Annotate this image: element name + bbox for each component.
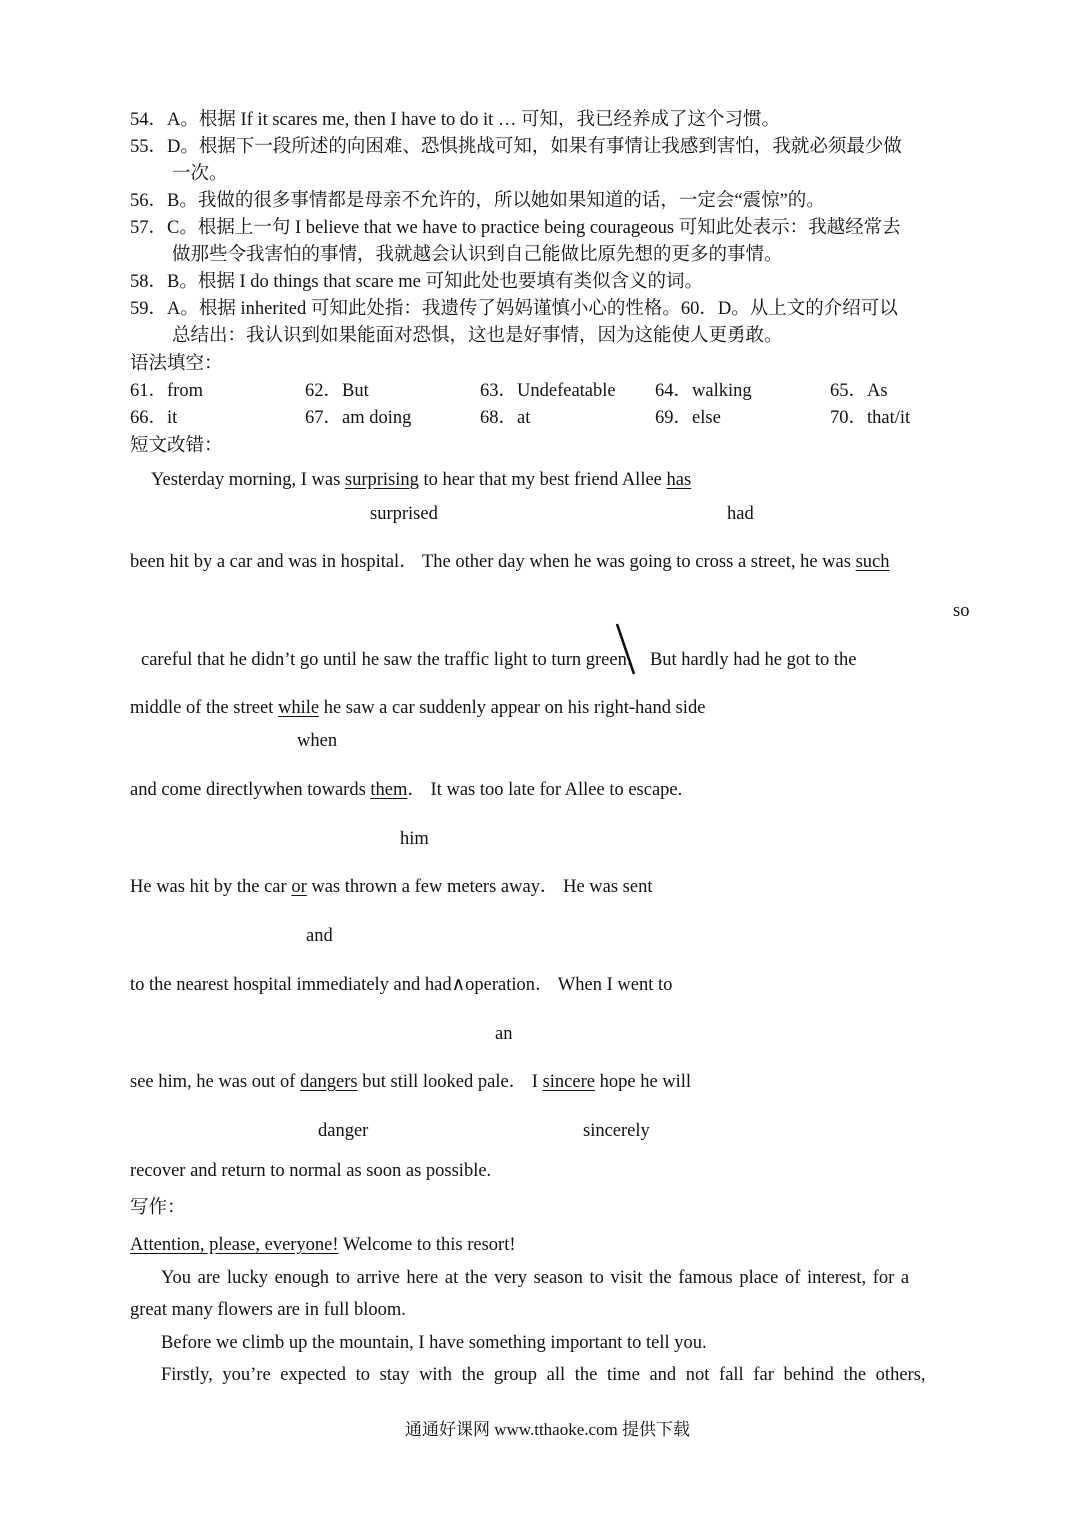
- answer-number: 56．: [130, 191, 168, 211]
- item-answer: am doing: [342, 408, 412, 428]
- answer-text: D。根据下一段所述的向困难、恐惧挑战可知，如果有事情让我感到害怕，我就必须最少做: [167, 137, 902, 157]
- error-word: while: [277, 698, 320, 718]
- item-number: 67．: [305, 408, 343, 428]
- correction-line-4: [130, 699, 705, 718]
- item-number: 66．: [130, 408, 168, 428]
- writing-paragraph-1-cont: great many flowers are in full bloom.: [130, 1300, 406, 1320]
- passage-text: ． It was too late for Allee to escape.: [407, 780, 683, 800]
- error-word: surprising: [344, 470, 419, 490]
- writing-paragraph-1: You are lucky enough to arrive here at the very season to visit the famous place of interest, for a: [161, 1268, 910, 1288]
- item-number: 64．: [655, 381, 693, 401]
- passage-text: He was hit by the car: [130, 877, 292, 897]
- item-answer: But: [342, 381, 369, 401]
- correction-word: surprised: [370, 504, 438, 524]
- correction-line-1: [151, 471, 691, 490]
- answer-number: 55．: [130, 137, 168, 157]
- page-footer: 通通好课网 www.tthaoke.com 提供下载: [405, 1420, 691, 1439]
- grammar-item: [305, 409, 411, 428]
- grammar-item: [480, 382, 616, 401]
- error-word: sincere: [542, 1072, 595, 1092]
- error-word: has: [666, 470, 692, 490]
- answer-number: 58．: [130, 272, 168, 292]
- answer-text: A。根据 inherited 可知此处指：我遗传了妈妈谨慎小心的性格。60．D。从上文的介绍可以: [167, 299, 898, 319]
- answer-59-cont: 总结出：我认识到如果能面对恐惧，这也是好事情，因为这能使人更勇敢。: [172, 326, 783, 346]
- correction-word: had: [727, 504, 754, 524]
- writing-heading: 写作：: [130, 1198, 186, 1218]
- correction-line-2: [130, 553, 890, 572]
- item-number: 61．: [130, 381, 168, 401]
- answer-number: 57．: [130, 218, 168, 238]
- correction-word: danger: [318, 1121, 369, 1141]
- answer-text: B。根据 I do things that scare me 可知此处也要填有类似含义的词。: [167, 272, 703, 292]
- answer-57: [130, 219, 901, 238]
- writing-greeting: [130, 1236, 516, 1255]
- error-word: them: [370, 780, 408, 800]
- grammar-item: [130, 382, 203, 401]
- passage-text: hope he will: [594, 1072, 692, 1092]
- answer-text: B。我做的很多事情都是母亲不允许的，所以她如果知道的话，一定会“震惊”的。: [167, 191, 825, 211]
- correction-word: so: [953, 601, 970, 621]
- answer-number: 54．: [130, 110, 168, 130]
- answer-56: [130, 192, 825, 211]
- item-answer: it: [167, 408, 178, 428]
- answer-59: [130, 300, 898, 319]
- correction-word: an: [495, 1024, 513, 1044]
- correction-line-3: careful that he didn’t go until he saw the traffic light to turn green． But hardly had he got to the: [141, 650, 857, 670]
- passage-text: was thrown a few meters away． He was sent: [306, 877, 653, 897]
- item-answer: else: [692, 408, 721, 428]
- item-answer: Undefeatable: [517, 381, 616, 401]
- item-answer: walking: [692, 381, 752, 401]
- passage-text: but still looked pale． I: [357, 1072, 543, 1092]
- deletion-slash-mark: [614, 622, 640, 678]
- grammar-item: [130, 409, 177, 428]
- correction-word: when: [297, 731, 338, 751]
- grammar-item: [830, 409, 910, 428]
- item-answer: As: [867, 381, 888, 401]
- passage-text: been hit by a car and was in hospital． The other day when he was going to cross a street, he was: [130, 552, 856, 572]
- correction-line-9: recover and return to normal as soon as possible.: [130, 1161, 492, 1181]
- grammar-item: [480, 409, 530, 428]
- greeting-text: Welcome to this resort!: [338, 1235, 516, 1255]
- correction-word: him: [400, 829, 429, 849]
- item-number: 70．: [830, 408, 868, 428]
- grammar-item: [655, 409, 721, 428]
- answer-55: [130, 138, 902, 157]
- answer-55-cont: 一次。: [172, 164, 228, 184]
- answer-54: [130, 111, 780, 130]
- correction-line-5: [130, 781, 682, 800]
- answer-text: C。根据上一句 I believe that we have to practice being courageous 可知此处表示：我越经常去: [167, 218, 901, 238]
- passage-text: he saw a car suddenly appear on his right-hand side: [319, 698, 706, 718]
- answer-text: A。根据 If it scares me, then I have to do it … 可知，我已经养成了这个习惯。: [167, 110, 781, 130]
- grammar-item: [655, 382, 752, 401]
- passage-text: and come directlywhen towards: [130, 780, 371, 800]
- correction-line-6: [130, 878, 652, 897]
- greeting-underlined: Attention, please, everyone!: [130, 1235, 339, 1255]
- item-answer: that/it: [867, 408, 911, 428]
- passage-text: Yesterday morning, I was: [151, 470, 345, 490]
- item-number: 62．: [305, 381, 343, 401]
- answer-number: 59．: [130, 299, 168, 319]
- correction-line-8: [130, 1073, 691, 1092]
- item-number: 63．: [480, 381, 518, 401]
- error-word: such: [855, 552, 890, 572]
- passage-text: middle of the street: [130, 698, 278, 718]
- grammar-item: [830, 382, 888, 401]
- correction-heading: 短文改错：: [130, 436, 223, 456]
- item-number: 68．: [480, 408, 518, 428]
- item-number: 65．: [830, 381, 868, 401]
- passage-text: see him, he was out of: [130, 1072, 301, 1092]
- grammar-item: [305, 382, 369, 401]
- correction-word: and: [306, 926, 333, 946]
- grammar-heading: 语法填空：: [130, 354, 223, 374]
- item-answer: at: [517, 408, 531, 428]
- passage-text: to hear that my best friend Allee: [418, 470, 667, 490]
- error-word: dangers: [300, 1072, 358, 1092]
- item-answer: from: [167, 381, 203, 401]
- writing-paragraph-2: Before we climb up the mountain, I have something important to tell you.: [161, 1333, 707, 1353]
- item-number: 69．: [655, 408, 693, 428]
- answer-58: [130, 273, 703, 292]
- correction-line-7: to the nearest hospital immediately and had∧operation． When I went to: [130, 975, 673, 995]
- correction-word: sincerely: [583, 1121, 650, 1141]
- error-word: or: [291, 877, 307, 897]
- answer-57-cont: 做那些令我害怕的事情，我就越会认识到自己能做比原先想的更多的事情。: [172, 245, 783, 265]
- writing-paragraph-3: Firstly, you’re expected to stay with the group all the time and not fall far behind the others,: [161, 1365, 926, 1385]
